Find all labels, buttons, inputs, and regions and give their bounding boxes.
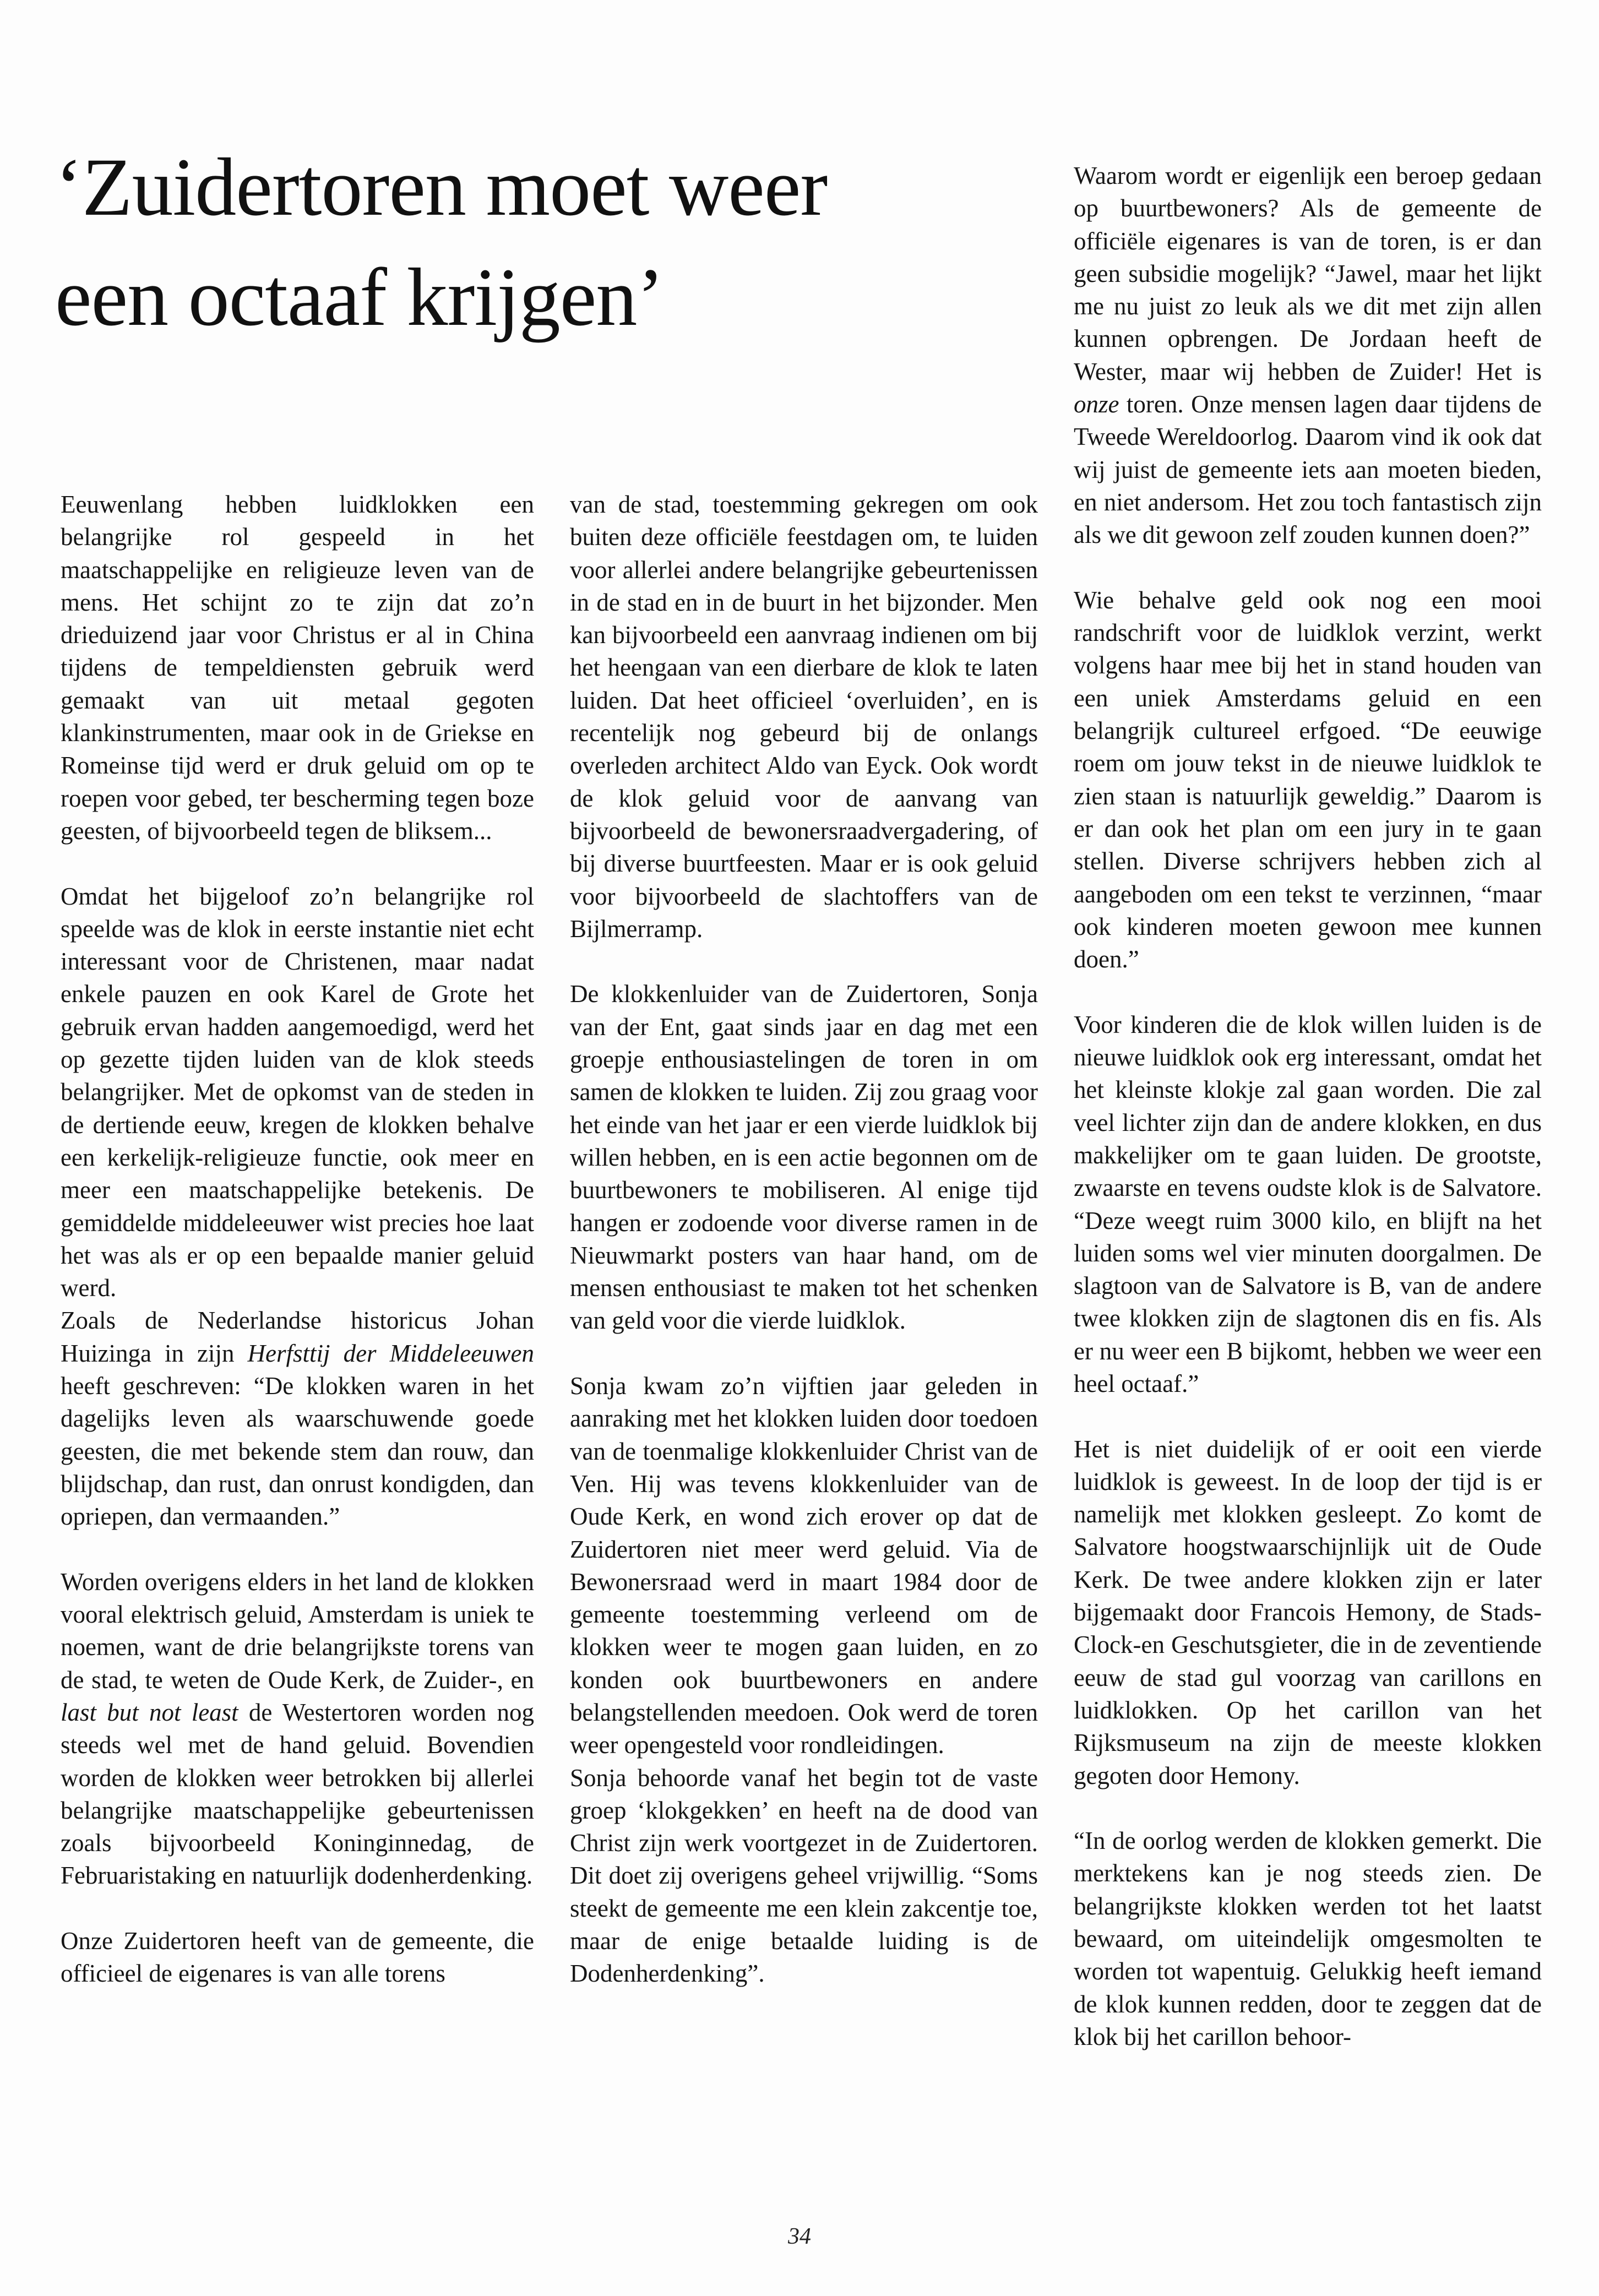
paragraph: Sonja kwam zo’n vijftien jaar geleden in aanraking met het klokken luiden door toedoen van de toenmalige klokkenluider Christ van de Ven. Hij was tevens klokkenluider van de Oude Kerk, en wond zich erover op dat de Zuidertoren niet meer werd geluid. Via de Bewonersraad werd in maart 1984 door de gemeente toestemming verleend om de klokken weer te mogen gaan luiden, en zo konden ook buurtbewoners en andere belangstellenden meedoen. Ook werd de toren weer opengesteld voor rondleidingen. [570,1372,1038,1759]
paragraph: Wie behalve geld ook nog een mooi randschrift voor de luidklok verzint, werkt volgens haar mee bij het in stand houden van een uniek Amsterdams geluid en een belangrijk cultureel erfgoed. “De eeuwige roem om jouw tekst in de nieuwe luidklok te zien staan is natuurlijk geweldig.” Daarom is er dan ook het plan om een jury in te gaan stellen. Diverse schrijvers hebben zich al aangeboden om een tekst te verzinnen, “maar ook kinderen moeten gewoon mee kunnen doen.” [1074,586,1542,973]
text-run: de Westertoren worden nog steeds wel met de hand geluid. Bovendien worden de klokken weer betrokken bij allerlei belangrijke maatschappelijke gebeurtenissen zoals bijvoorbeeld Koninginnedag, de Februaristaking en natuurlijk dodenherdenking. [61,1698,534,1890]
column-1 [61,488,534,1990]
paragraph: De klokkenluider van de Zuidertoren, Sonja van der Ent, gaat sinds jaar en dag met een groepje enthousiastelingen de toren in om samen de klokken te luiden. Zij zou graag voor het einde van het jaar er een vierde luidklok bij willen hebben, en is een actie begonnen om de buurtbewoners te mobiliseren. Al enige tijd hangen er zodoende voor diverse ramen in de Nieuwmarkt posters van haar hand, om de mensen enthousiast te maken tot het schenken van geld voor die vierde luidklok. [570,980,1038,1335]
article-title [55,132,1057,352]
column-3 [1074,160,1542,2053]
column-2 [570,488,1038,1990]
paragraph: Voor kinderen die de klok willen luiden is de nieuwe luidklok ook erg interessant, omdat het het kleinste klokje zal gaan worden. Die zal veel lichter zijn dan de andere klokken, en dus makkelijker om te gaan luiden. De grootste, zwaarste en tevens oudste klok is de Salvatore. “Deze weegt ruim 3000 kilo, en blijft na het luiden soms wel vier minuten doorgalmen. De slagtoon van de Salvatore is B, van de andere twee klokken zijn de slagtonen dis en fis. Als er nu weer een B bijkomt, hebben we weer een heel octaaf.” [1074,1010,1542,1397]
paragraph: van de stad, toestemming gekregen om ook buiten deze officiële feestdagen om, te luiden voor allerlei andere belangrijke gebeurtenissen in de stad en in de buurt in het bijzonder. Men kan bijvoorbeeld een aanvraag indienen om bij het heengaan van een dierbare de klok te laten luiden. Dat heet officieel ‘overluiden’, en is recentelijk nog gebeurd bij de onlangs overleden architect Aldo van Eyck. Ook wordt de klok geluid voor de aanvang van bijvoorbeeld de bewonersraadvergadering, of bij diverse buurtfeesten. Maar er is ook geluid voor bijvoorbeeld de slachtoffers van de Bijlmerramp. [570,491,1038,943]
paragraph: “In de oorlog werden de klokken gemerkt. Die merktekens kan je nog steeds zien. De belangrijkste klokken werden tot het laatst bewaard, om uiteindelijk omgesmolten te worden tot wapentuig. Gelukkig heeft iemand de klok kunnen redden, door te zeggen dat de klok bij het carillon behoor- [1074,1827,1542,2050]
title-line-2: een octaaf krijgen’ [55,252,664,343]
paragraph: Onze Zuidertoren heeft van de gemeente, die officieel de eigenares is van alle torens [61,1927,534,1988]
page-number: 34 [788,2224,811,2249]
text-run: Waarom wordt er eigenlijk een beroep gedaan op buurtbewoners? Als de gemeente de officiële eigenares is van de toren, is er dan geen subsidie mogelijk? “Jawel, maar het lijkt me nu juist zo leuk als we dit met zijn allen kunnen opbrengen. De Jordaan heeft de Wester, maar wij hebben de Zuider! Het is [1074,162,1542,385]
italic-word: onze [1074,390,1119,418]
text-run: Zoals de Nederlandse historicus Johan Huizinga in zijn [61,1307,534,1367]
text-run: Worden overigens elders in het land de klokken vooral elektrisch geluid, Amsterdam is uniek te noemen, want de drie belangrijkste torens van de stad, te weten de Oude Kerk, de Zuider-, en [61,1568,534,1694]
paragraph [61,1566,534,1892]
paragraph [61,1304,534,1533]
paragraph: Het is niet duidelijk of er ooit een vierde luidklok is geweest. In de loop der tijd is er namelijk met klokken gesleept. Zo komt de Salvatore hoogstwaarschijnlijk uit de Oude Kerk. De twee andere klokken zijn er later bijgemaakt door Francois Hemony, de Stads-Clock-en Geschutsgieter, die in de zeventiende eeuw de stad gul voorzag van carillons en luidklokken. Op het carillon van het Rijksmuseum na zijn de meeste klokken gegoten door Hemony. [1074,1435,1542,1789]
paragraph: Sonja behoorde vanaf het begin tot de vaste groep ‘klokgekken’ en heeft na de dood van Christ zijn werk voortgezet in de Zuidertoren. Dit doet zij overigens geheel vrijwillig. “Soms steekt de gemeente me een klein zakcentje toe, maar de enige betaalde luiding is de Dodenherdenking”. [570,1764,1038,1988]
text-run: heeft geschreven: “De klokken waren in het dagelijks leven als waarschuwende goede geesten, die met bekende stem dan rouw, dan blijdschap, dan rust, dan onrust kondigden, dan opriepen, dan vermaanden.” [61,1372,534,1531]
book-title: Herfsttij der Middeleeuwen [247,1339,535,1367]
paragraph: Eeuwenlang hebben luidklokken een belangrijke rol gespeeld in het maatschappelijke en religieuze leven van de mens. Het schijnt zo te zijn dat zo’n drieduizend jaar voor Christus er al in China tijdens de tempeldiensten gebruik werd gemaakt van uit metaal gegoten klankinstrumenten, maar ook in de Griekse en Romeinse tijd werd er druk geluid om op te roepen voor gebed, ter bescherming tegen boze geesten, of bijvoorbeeld tegen de bliksem... [61,491,534,845]
text-run: toren. Onze mensen lagen daar tijdens de Tweede Wereldoorlog. Daarom vind ik ook dat wij juist de gemeente iets aan moeten bieden, en niet andersom. Het zou toch fantastisch zijn als we dit gewoon zelf zouden kunnen doen?” [1074,390,1542,549]
title-line-1: ‘Zuidertoren moet weer [55,142,828,233]
paragraph: Omdat het bijgeloof zo’n belangrijke rol speelde was de klok in eerste instantie niet echt interessant voor de Christenen, maar nadat enkele pauzen en ook Karel de Grote het gebruik ervan hadden aangemoedigd, werd het op gezette tijden luiden van de klok steeds belangrijker. Met de opkomst van de steden in de dertiende eeuw, kregen de klokken behalve een kerkelijk-religieuze functie, ook meer en meer een maatschappelijke betekenis. De gemiddelde middeleeuwer wist precies hoe laat het was als er op een bepaalde manier geluid werd. [61,882,534,1302]
paragraph [1074,160,1542,552]
italic-phrase: last but not least [61,1698,238,1726]
